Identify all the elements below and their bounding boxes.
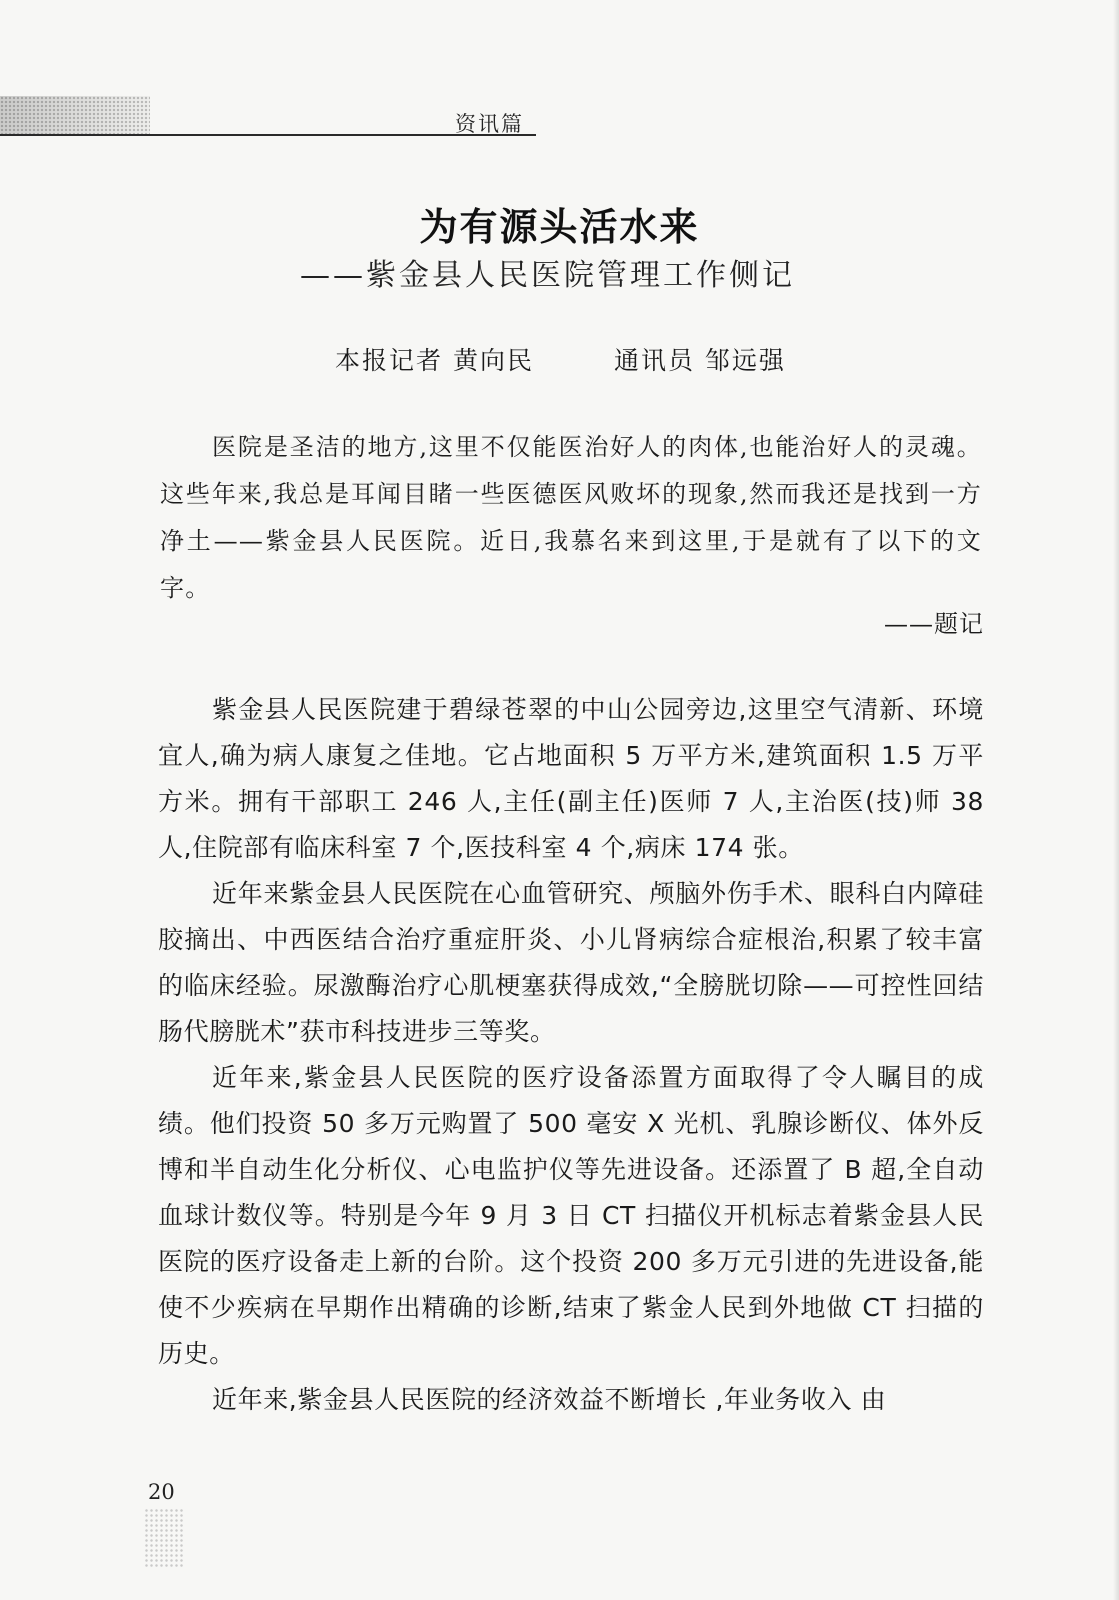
byline-reporter: 本报记者 黄向民: [335, 346, 534, 375]
body-paragraph: 紫金县人民医院建于碧绿苍翠的中山公园旁边,这里空气清新、环境宜人,确为病人康复之佳地。它占地面积 5 万平方米,建筑面积 1.5 万平方米。拥有干部职工 246 人,主任(副主任)医师 7 人,主治医(技)师 38 人,住院部有临床科室 7 个,医技科室 4 个,病床 174 张。: [158, 695, 984, 862]
scan-specks: [144, 1508, 184, 1568]
section-label: 资讯篇: [455, 112, 524, 136]
article-subtitle: ——紫金县人民医院管理工作侧记: [300, 258, 795, 293]
header-halftone-band: [0, 96, 150, 136]
epigraph-signature: ——题记: [884, 610, 984, 638]
byline: [335, 341, 786, 377]
epigraph-text: 医院是圣洁的地方,这里不仅能医治好人的肉体,也能治好人的灵魂。这些年来,我总是耳闻目睹一些医德医风败坏的现象,然而我还是找到一方净土——紫金县人民医院。近日,我慕名来到这里,于是就有了以下的文字。: [160, 433, 982, 602]
article-body: [158, 687, 984, 1423]
body-paragraph: 近年来紫金县人民医院在心血管研究、颅脑外伤手术、眼科白内障硅胶摘出、中西医结合治疗重症肝炎、小儿肾病综合症根治,积累了较丰富的临床经验。尿激酶治疗心肌梗塞获得成效,“全膀胱切除——可控性回结肠代膀胱术”获市科技进步三等奖。: [158, 879, 984, 1046]
body-paragraph: 近年来,紫金县人民医院的经济效益不断增长 ,年业务收入 由: [212, 1385, 887, 1414]
article-title: 为有源头活水来: [419, 204, 700, 249]
byline-correspondent: 通讯员 邹远强: [613, 346, 786, 375]
page-edge-shadow: [1113, 0, 1119, 1600]
body-paragraph: 近年来,紫金县人民医院的医疗设备添置方面取得了令人瞩目的成绩。他们投资 50 多万元购置了 500 毫安 X 光机、乳腺诊断仪、体外反博和半自动生化分析仪、心电监护仪等先进设备。还添置了 B 超,全自动血球计数仪等。特别是今年 9 月 3 日 CT 扫描仪开机标志着紫金县人民医院的医疗设备走上新的台阶。这个投资 200 多万元引进的先进设备,能使不少疾病在早期作出精确的诊断,结束了紫金人民到外地做 CT 扫描的历史。: [158, 1063, 984, 1368]
page-number: 20: [148, 1480, 175, 1504]
